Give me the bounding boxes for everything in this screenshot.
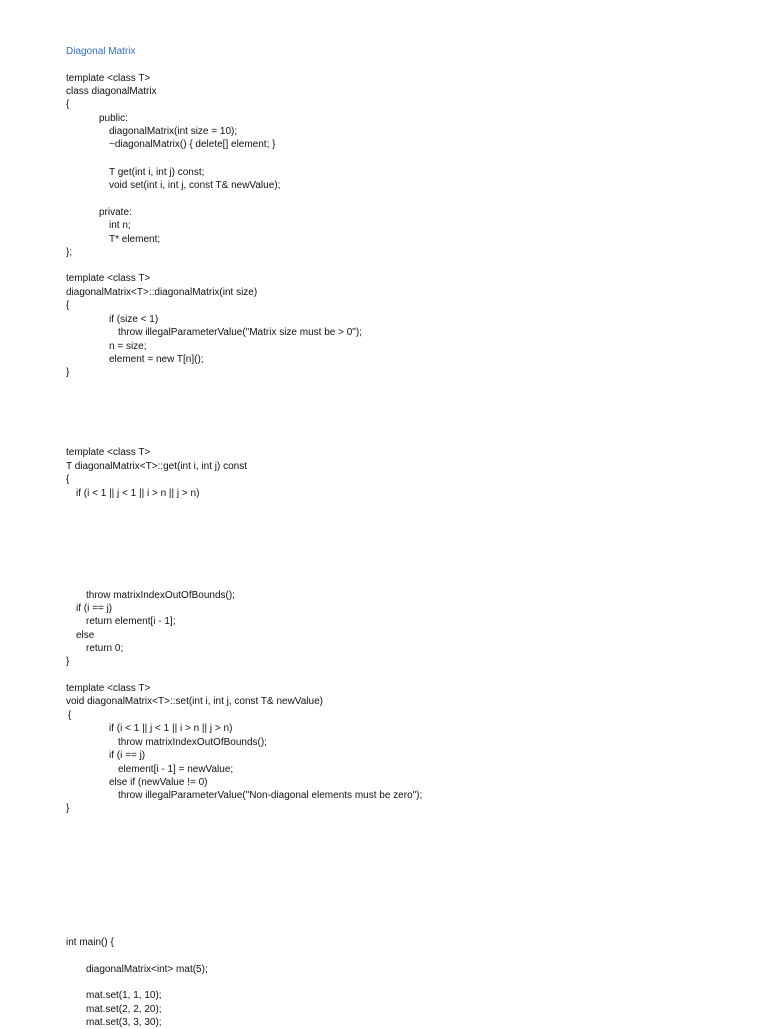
code-line: public: xyxy=(99,113,128,124)
code-line: int n; xyxy=(109,220,131,231)
code-line: private: xyxy=(99,207,132,218)
code-line: throw illegalParameterValue("Non-diagonal elements must be zero"); xyxy=(118,790,423,801)
code-line: }; xyxy=(66,247,73,258)
code-line: } xyxy=(66,803,70,814)
code-line: if (i == j) xyxy=(76,603,113,614)
code-line: template <class T> xyxy=(66,73,151,84)
code-line: return element[i - 1]; xyxy=(86,616,176,627)
code-line: void diagonalMatrix<T>::set(int i, int j, const T& newValue) xyxy=(66,696,323,707)
code-line: diagonalMatrix<int> mat(5); xyxy=(86,964,208,975)
code-line: T* element; xyxy=(109,234,161,245)
code-line: template <class T> xyxy=(66,273,151,284)
code-line: element = new T[n](); xyxy=(109,354,204,365)
code-line: class diagonalMatrix xyxy=(66,86,157,97)
code-line: mat.set(2, 2, 20); xyxy=(86,1004,162,1015)
code-line: T diagonalMatrix<T>::get(int i, int j) const xyxy=(66,461,248,472)
code-line: } xyxy=(66,656,70,667)
document-title: Diagonal Matrix xyxy=(66,46,136,57)
code-line: if (i < 1 || j < 1 || i > n || j > n) xyxy=(76,488,200,499)
code-line: n = size; xyxy=(109,341,147,352)
code-line: if (i < 1 || j < 1 || i > n || j > n) xyxy=(109,723,233,734)
code-line: template <class T> xyxy=(66,683,151,694)
code-line: { xyxy=(66,99,70,110)
code-line: T get(int i, int j) const; xyxy=(109,167,205,178)
code-line: mat.set(3, 3, 30); xyxy=(86,1017,162,1028)
code-line: template <class T> xyxy=(66,447,151,458)
code-line: if (size < 1) xyxy=(109,314,159,325)
code-line: { xyxy=(66,300,70,311)
code-line: return 0; xyxy=(86,643,124,654)
code-line: throw matrixIndexOutOfBounds(); xyxy=(118,737,267,748)
code-line: ~diagonalMatrix() { delete[] element; } xyxy=(109,139,276,150)
code-line: } xyxy=(66,367,70,378)
code-line: diagonalMatrix<T>::diagonalMatrix(int size) xyxy=(66,287,258,298)
code-line: else xyxy=(76,630,95,641)
code-line: { xyxy=(68,710,72,721)
code-line: diagonalMatrix(int size = 10); xyxy=(109,126,238,137)
code-line: void set(int i, int j, const T& newValue); xyxy=(109,180,281,191)
code-line: if (i == j) xyxy=(109,750,146,761)
code-line: else if (newValue != 0) xyxy=(109,777,208,788)
code-line: int main() { xyxy=(66,937,114,948)
code-line: { xyxy=(66,474,70,485)
code-line: throw matrixIndexOutOfBounds(); xyxy=(86,590,235,601)
code-line: throw illegalParameterValue("Matrix size must be > 0"); xyxy=(118,327,362,338)
code-line: element[i - 1] = newValue; xyxy=(118,764,234,775)
code-line: mat.set(1, 1, 10); xyxy=(86,990,162,1001)
